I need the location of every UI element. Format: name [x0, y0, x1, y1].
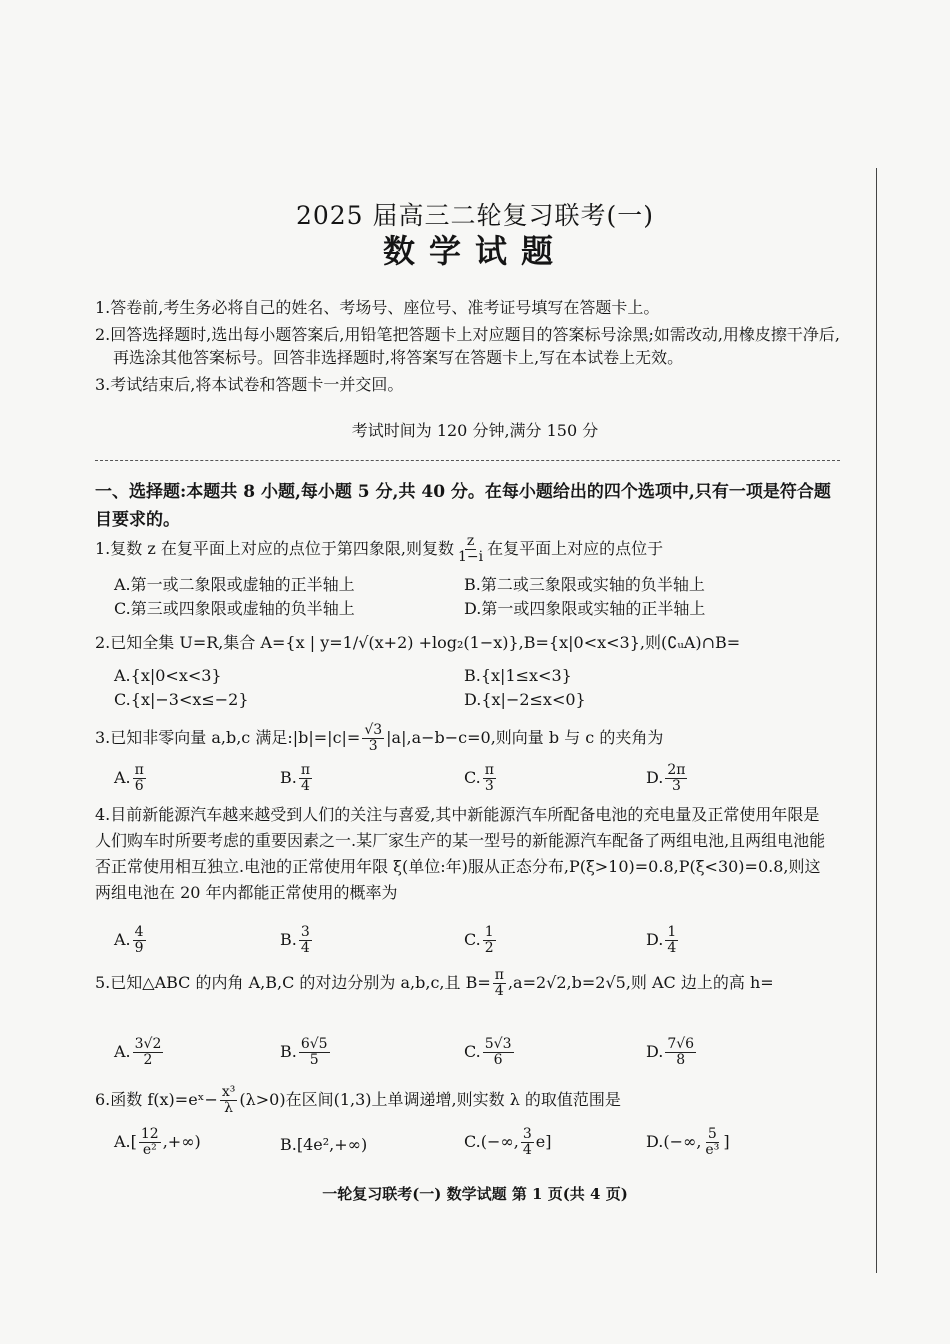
exam-time: 考试时间为 120 分钟,满分 150 分 — [351, 421, 599, 440]
q2-option-b: B.{x|1≤x<3} — [464, 666, 572, 685]
section-heading: 一、选择题:本题共 8 小题,每小题 5 分,共 40 分。在每小题给出的四个选项中,只有一项是符合题目要求的。 — [95, 482, 831, 530]
exam-title: 2025 届高三二轮复习联考(一) — [295, 201, 655, 230]
q1-stem-a: 1.复数 z 在复平面上对应的点位于第四象限,则复数 — [95, 539, 454, 558]
q4-option-c: C. $\frac{1}{2}$ — [464, 924, 494, 956]
q5-option-a: A. $\frac{3√2}{2}$ — [114, 1036, 162, 1068]
question-1 — [95, 534, 845, 565]
question-2: 2.已知全集 U=R,集合 A={x | y=1/√(x+2) +log₂(1−x)},B={x|0<x<3},则(∁ᵤA)∩B= — [95, 633, 741, 652]
q6-option-b: B.[4e²,+∞) — [280, 1135, 368, 1154]
question-3 — [95, 723, 845, 754]
q3-option-b: B. $\frac{\pi}{4}$ — [280, 762, 311, 794]
instructions — [95, 296, 840, 400]
subject-title: 数学试题 — [382, 232, 567, 270]
q1-stem-b: 在复平面上对应的点位于 — [487, 539, 664, 558]
margin-line — [876, 168, 877, 1273]
q1-option-b: B.第二或三象限或实轴的负半轴上 — [464, 575, 705, 594]
question-5 — [95, 968, 835, 999]
q6-stem-a: 6.函数 f(x)=eˣ− — [95, 1090, 218, 1109]
q3-option-c: C. $\frac{\pi}{3}$ — [464, 762, 494, 794]
q2-option-a: A.{x|0<x<3} — [114, 666, 222, 685]
q4-option-d: D. $\frac{1}{4}$ — [646, 924, 677, 956]
q6-stem-b: (λ>0)在区间(1,3)上单调递增,则实数 λ 的取值范围是 — [239, 1090, 621, 1109]
q3-stem-a: 3.已知非零向量 a,b,c 满足:|b|=|c|= — [95, 728, 361, 747]
q5-option-b: B. $\frac{6√5}{5}$ — [280, 1036, 328, 1068]
q5-option-d: D. $\frac{7√6}{8}$ — [646, 1036, 695, 1068]
q5-stem-a: 5.已知△ABC 的内角 A,B,C 的对边分别为 a,b,c,且 B= — [95, 973, 491, 992]
page-footer: 一轮复习联考(一) 数学试题 第 1 页(共 4 页) — [322, 1185, 628, 1203]
q4-option-a: A. $\frac{4}{9}$ — [114, 924, 144, 956]
divider — [95, 460, 840, 461]
q2-option-c: C.{x|−3<x≤−2} — [114, 690, 249, 709]
q3-fraction: $\frac{√3}{3}$ — [364, 722, 383, 754]
q2-option-d: D.{x|−2≤x<0} — [464, 690, 586, 709]
instruction-item: 3.考试结束后,将本试卷和答题卡一并交回。 — [95, 375, 404, 394]
question-6 — [95, 1085, 845, 1116]
q3-stem-b: |a|,a−b−c=0,则向量 b 与 c 的夹角为 — [386, 728, 664, 747]
q4-option-b: B. $\frac{3}{4}$ — [280, 924, 310, 956]
q5-stem-b: ,a=2√2,b=2√5,则 AC 边上的高 h= — [507, 973, 774, 992]
q1-option-d: D.第一或四象限或实轴的正半轴上 — [464, 599, 706, 618]
q1-option-a: A.第一或二象限或虚轴的正半轴上 — [114, 575, 355, 594]
instruction-item: 1.答卷前,考生务必将自己的姓名、考场号、座位号、准考证号填写在答题卡上。 — [95, 298, 660, 317]
question-4: 4.目前新能源汽车越来越受到人们的关注与喜爱,其中新能源汽车所配备电池的充电量及正常使用年限是人们购车时所要考虑的重要因素之一.某厂家生产的某一型号的新能源汽车配备了两组电池,且两组电池能否正常使用相互独立.电池的正常使用年限 ξ(单位:年)服从正态分布,P(ξ>10)=0.8,P(ξ<30)=0.8,则这两组电池在 20 年内都能正常使用的概率为 — [95, 805, 826, 902]
q3-option-d: D. $\frac{2\pi}{3}$ — [646, 762, 686, 794]
q1-fraction: $\frac{z}{1-i}$ — [457, 533, 484, 565]
q6-fraction: $\frac{\text{x³}}{\lambda}$ — [221, 1084, 236, 1116]
q5-fraction: $\frac{\pi}{4}$ — [494, 967, 504, 999]
q3-option-a: A. $\frac{\pi}{6}$ — [114, 762, 144, 794]
q6-option-c: C.(−∞, $\frac{3}{4}$ e] — [464, 1126, 552, 1158]
q5-option-c: C. $\frac{5√3}{6}$ — [464, 1036, 512, 1068]
q6-option-a: A.[ $\frac{12}{\text{e²}}$ ,+∞) — [114, 1126, 201, 1158]
q6-option-d: D.(−∞, $\frac{5}{\text{e³}}$ ] — [646, 1126, 730, 1158]
instruction-item: 2.回答选择题时,选出每小题答案后,用铅笔把答题卡上对应题目的答案标号涂黑;如需改动,用橡皮擦干净后,再选涂其他答案标号。回答非选择题时,将答案写在答题卡上,写在本试卷上无效。 — [95, 325, 841, 367]
q1-option-c: C.第三或四象限或虚轴的负半轴上 — [114, 599, 355, 618]
